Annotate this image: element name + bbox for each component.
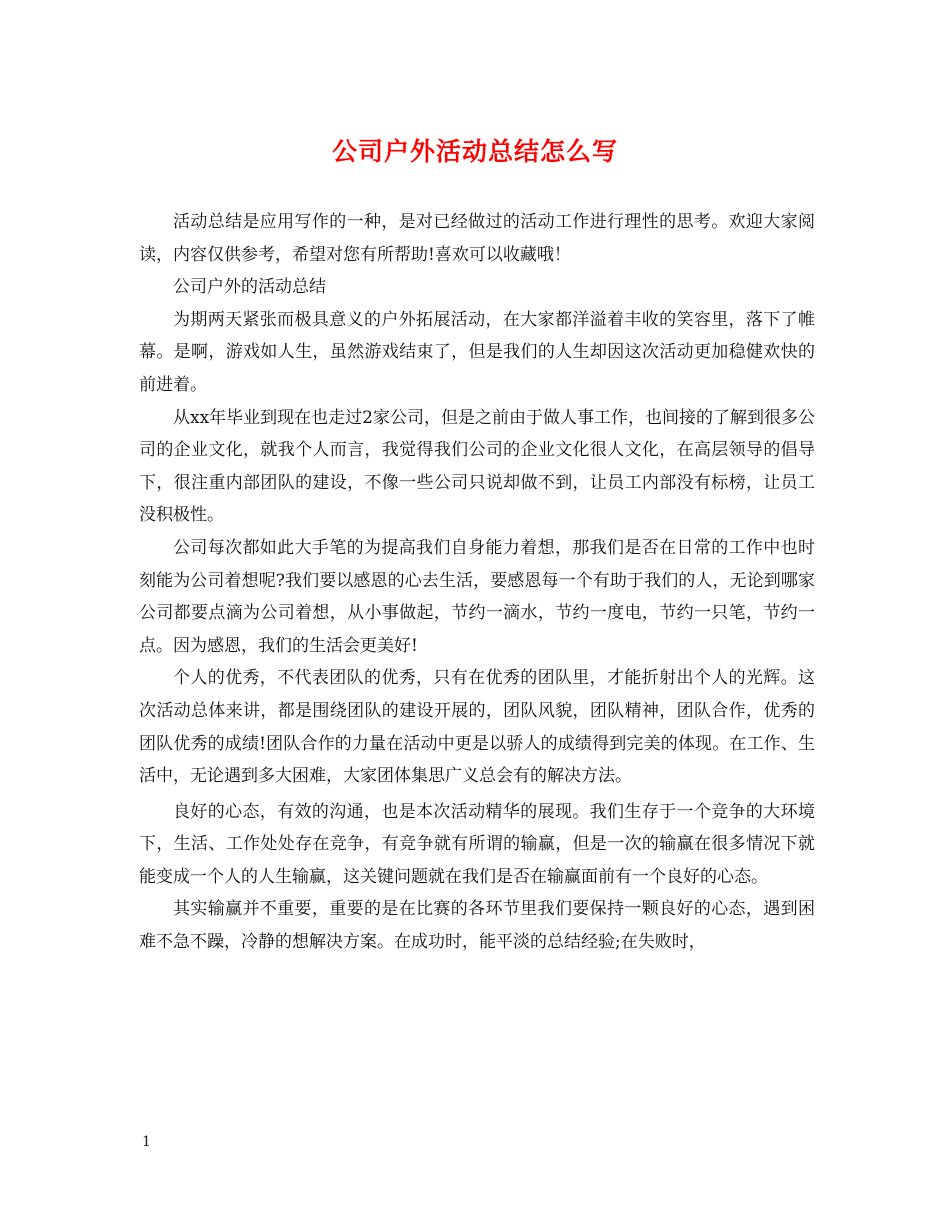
paragraph-mindset: 良好的心态，有效的沟通，也是本次活动精华的展现。我们生存于一个竞争的大环境下，生活、工作处处存在竞争，有竞争就有所谓的输赢，但是一次的输赢在很多情况下就能变成一个人的人生输赢，这关键问题就在我们是否在输赢面前有一个良好的心态。 — [139, 801, 815, 887]
document-title: 公司户外活动总结怎么写 — [331, 137, 618, 166]
paragraph-activity-end: 为期两天紧张而极具意义的户外拓展活动，在大家都洋溢着丰收的笑容里，落下了帷幕。是啊，游戏如人生，虽然游戏结束了，但是我们的人生却因这次活动更加稳健欢快的前进着。 — [139, 309, 815, 395]
paragraph-company-culture: 从xx年毕业到现在也走过2家公司，但是之前由于做人事工作，也间接的了解到很多公司的企业文化，就我个人而言，我觉得我们公司的企业文化很人文化，在高层领导的倡导下，很注重内部团队的建设，不像一些公司只说却做不到，让员工内部没有标榜，让员工没积极性。 — [139, 407, 815, 526]
paragraph-gratitude: 公司每次都如此大手笔的为提高我们自身能力着想，那我们是否在日常的工作中也时刻能为公司着想呢?我们要以感恩的心去生活，要感恩每一个有助于我们的人，无论到哪家公司都要点滴为公司着想，从小事做起，节约一滴水，节约一度电，节约一只笔，节约一点。因为感恩，我们的生活会更美好! — [139, 537, 815, 656]
paragraph-subheading: 公司户外的活动总结 — [173, 277, 326, 298]
page-number: 1 — [142, 1134, 151, 1150]
paragraph-teamwork: 个人的优秀，不代表团队的优秀，只有在优秀的团队里，才能折射出个人的光辉。这次活动总体来讲，都是围绕团队的建设开展的，团队风貌，团队精神，团队合作，优秀的团队优秀的成绩!团队合作的力量在活动中更是以骄人的成绩得到完美的体现。在工作、生活中，无论遇到多大困难，大家团体集思广义总会有的解决方法。 — [139, 668, 815, 787]
paragraph-winning-losing: 其实输赢并不重要，重要的是在比赛的各环节里我们要保持一颗良好的心态，遇到困难不急不躁，冷静的想解决方案。在成功时，能平淡的总结经验;在失败时， — [139, 899, 815, 953]
document-body — [139, 206, 815, 959]
paragraph-intro: 活动总结是应用写作的一种，是对已经做过的活动工作进行理性的思考。欢迎大家阅读，内容仅供参考，希望对您有所帮助!喜欢可以收藏哦！ — [139, 212, 815, 265]
